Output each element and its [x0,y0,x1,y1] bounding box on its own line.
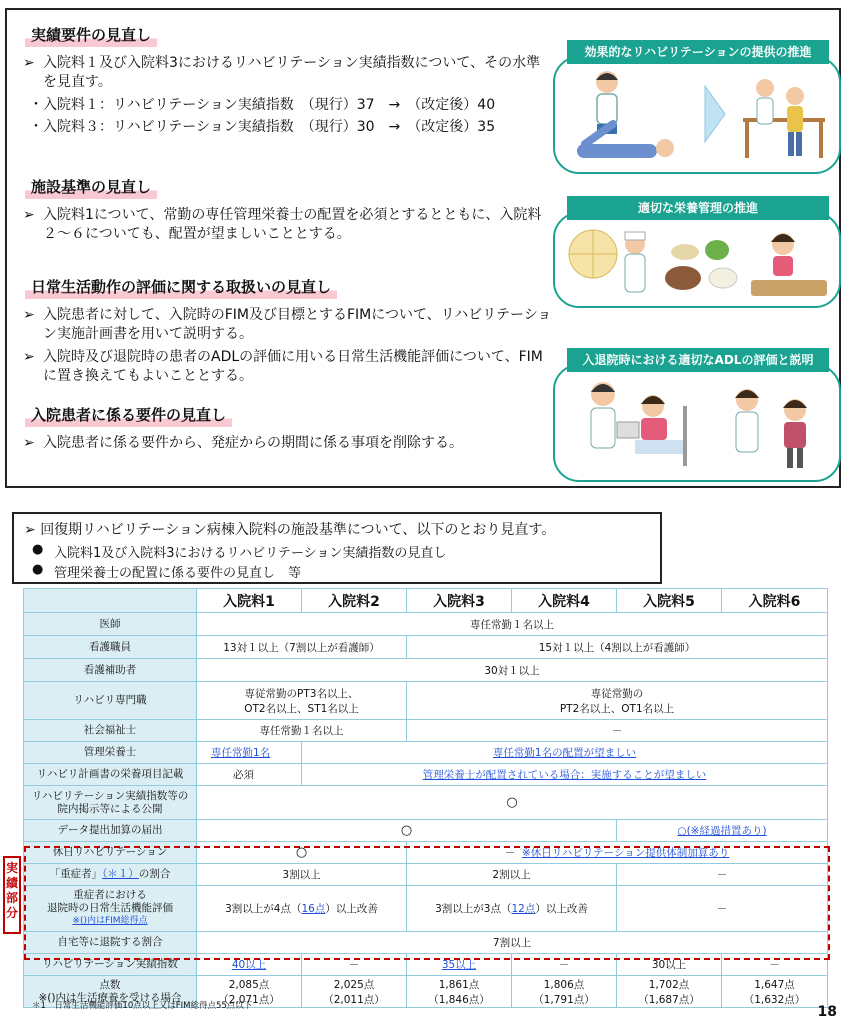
points-value: 1,702点 [648,978,690,991]
footnote: ＊1 日常生活機能評価10点以上又はFIM総得点55点以下 [32,1001,253,1011]
column-header: 入院料1 [197,589,302,613]
cell: 必須 [197,764,302,786]
row-label: 管理栄養士 [24,742,197,764]
link-text[interactable]: ○(※経過措置あり) [677,825,767,837]
cell-line: OT2名以上、ST1名以上 [244,702,359,715]
row-label [24,864,197,886]
link-text[interactable]: 専任常勤1名の配置が望ましい [492,747,637,759]
points-value: 1,806点 [543,978,585,991]
cell [197,886,407,932]
row-label: 休日リハビリテーション [24,842,197,864]
cell: ○ [197,842,407,864]
points-sub: （1,687点） [638,993,700,1006]
table-row [24,820,828,842]
row-label-part: 「重症者」 [49,868,103,880]
cell [407,886,617,932]
summary-lead-text: 回復期リハビリテーション病棟入院料の施設基準について、以下のとおり見直す。 [40,522,556,538]
row-label [24,886,197,932]
row-label: リハビリテーション実績指数 [24,954,197,976]
points-value: 2,085点 [228,978,270,991]
bullet-text: 入院患者に対して、入院時のFIM及び目標とするFIMについて、リハビリテーション実施計画書を用いて説明する。 [43,307,552,342]
bullet-facility [23,206,553,244]
arrow-icon: ➢ [24,522,36,538]
table-row [24,954,828,976]
points-value: 2,025点 [333,978,375,991]
cell-line: PT2名以上、OT1名以上 [559,702,675,715]
row-label [24,786,197,820]
column-header: 入院料2 [302,589,407,613]
table-row [24,682,828,720]
link-text[interactable]: 管理栄養士が配置されている場合：実施することが望ましい [422,769,707,781]
bullet-performance [23,54,553,92]
footnote-link[interactable]: （＊１） [102,868,139,880]
subitem-3: ・入院料３：リハビリテーション実績指数 （現行）30 → （改定後）35 [29,119,496,135]
table-row [24,636,828,659]
cell [407,842,828,864]
column-header: 入院料5 [617,589,722,613]
card-nutrition [553,212,841,308]
table-row [24,720,828,742]
section-heading-adl: 日常生活動作の評価に関する取扱いの見直し [25,276,337,299]
row-label-line: 退院時の日常生活機能評価 [47,902,173,914]
cell-line: 専従常勤のPT3名以上、 [244,687,359,700]
cell-part: 3割以上が4点（ [225,903,302,915]
cell [302,976,407,1008]
table-row [24,864,828,886]
table-row [24,842,828,864]
row-label-line: ※()内は生活療養を受ける場合 [38,991,182,1004]
table-corner [24,589,197,613]
row-label-line: 院内掲示等による公開 [57,802,163,815]
points-value: 1,647点 [754,978,795,991]
adl-illustration [555,366,838,479]
cell: ○ [197,786,828,820]
top-panel [5,8,841,488]
table-row [24,886,828,932]
row-label-line: 重症者における [73,889,147,901]
table-row [24,786,828,820]
nutrition-illustration [555,214,838,305]
page-number: 18 [817,1004,837,1020]
row-label-note[interactable]: ※()内はFIM総得点 [72,916,148,926]
section-heading-patient: 入院患者に係る要件の見直し [25,404,232,427]
card-title-nutrition: 適切な栄養管理の推進 [567,196,829,220]
bullet-text: 入院時及び退院時の患者のADLの評価に用いる日常生活機能評価について、FIMに置き換えてもよいこととする。 [43,349,543,384]
cell: 3割以上 [197,864,407,886]
row-label-line: リハビリテーション実績指数等の [31,789,189,802]
table-header-row [24,589,828,613]
cell: 15対１以上（4割以上が看護師） [407,636,828,659]
cell [407,976,512,1008]
table-row [24,764,828,786]
cell [512,976,617,1008]
cell: － [407,720,828,742]
summary-lead [24,519,555,539]
row-label: 医師 [24,613,197,636]
bullet-dot-icon: ● [32,562,44,577]
points-value: 1,861点 [438,978,480,991]
cell: 7割以上 [197,932,828,954]
link-text[interactable]: 12点 [511,903,536,915]
column-header: 入院料4 [512,589,617,613]
link-text[interactable]: 専任常勤1名 [211,747,271,759]
cell: － [512,954,617,976]
row-label: データ提出加算の届出 [24,820,197,842]
arrow-icon: ➢ [23,207,35,223]
table-row [24,659,828,682]
cell [197,682,407,720]
cell: ○ [197,820,617,842]
row-label-part: の割合 [138,868,171,880]
cell-part: 3割以上が3点（ [435,903,512,915]
cell [197,954,302,976]
points-sub: （1,791点） [533,993,595,1006]
cell-part: ）以上改善 [325,903,378,915]
cell [407,682,828,720]
section-heading-performance: 実績要件の見直し [25,24,157,47]
cell: － [617,886,828,932]
table-row [24,932,828,954]
table-row [24,613,828,636]
parallel-bars-figure [743,79,825,158]
card-adl [553,364,841,482]
points-sub: （1,846点） [428,993,490,1006]
cell [617,820,828,842]
row-label-line: 点数 [99,978,121,991]
cell [617,976,722,1008]
cell-part: ）以上改善 [535,903,588,915]
bullet-adl-2 [23,348,553,386]
bullet-patient [23,434,553,453]
arrow-icon: ➢ [23,435,35,451]
cell-dash: － [504,847,516,859]
cell [197,742,302,764]
bullet-adl-1 [23,306,553,344]
card-rehab [553,56,841,174]
summary-item-text: 管理栄養士の配置に係る要件の見直し 等 [54,566,302,581]
cell: － [617,864,828,886]
performance-side-label: 実 績 部 分 [3,856,21,934]
facility-standards-table [23,588,828,1008]
link-text[interactable]: ※休日リハビリテーション提供体制加算あり [521,847,730,859]
row-label: 看護職員 [24,636,197,659]
points-sub: （2,071点） [218,993,280,1006]
link-text[interactable]: 16点 [301,903,326,915]
cell: 13対１以上（7割以上が看護師） [197,636,407,659]
arrow-icon: ➢ [23,307,35,323]
cell [407,954,512,976]
row-label: 看護補助者 [24,659,197,682]
cell [302,764,828,786]
bullet-text: 入院料１及び入院料3におけるリハビリテーション実績指数について、その水準を見直す。 [43,55,541,90]
arrow-icon: ➢ [23,349,35,365]
card-title-rehab: 効果的なリハビリテーションの提供の推進 [567,40,829,64]
table-row [24,742,828,764]
cell: － [302,954,407,976]
cell: 30対１以上 [197,659,828,682]
cell: 専任常勤１名以上 [197,613,828,636]
bullet-dot-icon: ● [32,542,44,557]
points-sub: （1,632点） [743,993,806,1006]
subitem-1: ・入院料１：リハビリテーション実績指数 （現行）37 → （改定後）40 [29,97,496,113]
cell: 2割以上 [407,864,617,886]
summary-item-text: 入院料1及び入院料3におけるリハビリテーション実績指数の見直し [54,546,447,561]
card-title-adl: 入退院時における適切なADLの評価と説明 [567,348,829,372]
cell [722,976,828,1008]
link-text[interactable]: 40以上 [231,959,267,971]
arrow-icon: ➢ [23,55,35,71]
cell: 30以上 [617,954,722,976]
cell: 専任常勤１名以上 [197,720,407,742]
summary-box [12,512,662,584]
row-label: リハビリ計画書の栄養項目記載 [24,764,197,786]
summary-item [32,542,447,561]
rehab-illustration [555,58,838,171]
points-sub: （2,011点） [323,993,385,1006]
bullet-text: 入院患者に係る要件から、発症からの期間に係る事項を削除する。 [43,435,463,451]
column-header: 入院料6 [722,589,828,613]
cell [302,742,828,764]
row-label: 自宅等に退院する割合 [24,932,197,954]
column-header: 入院料3 [407,589,512,613]
bullet-text: 入院料1について、常勤の専任管理栄養士の配置を必須とするとともに、入院料２～６についても、配置が望ましいこととする。 [43,207,542,242]
cell: － [722,954,828,976]
cell-line: 専従常勤の [590,687,644,700]
row-label: 社会福祉士 [24,720,197,742]
summary-item [32,562,302,581]
row-label: リハビリ専門職 [24,682,197,720]
patient-lying-figure [577,124,674,158]
link-text[interactable]: 35以上 [441,959,477,971]
section-heading-facility: 施設基準の見直し [25,176,157,199]
